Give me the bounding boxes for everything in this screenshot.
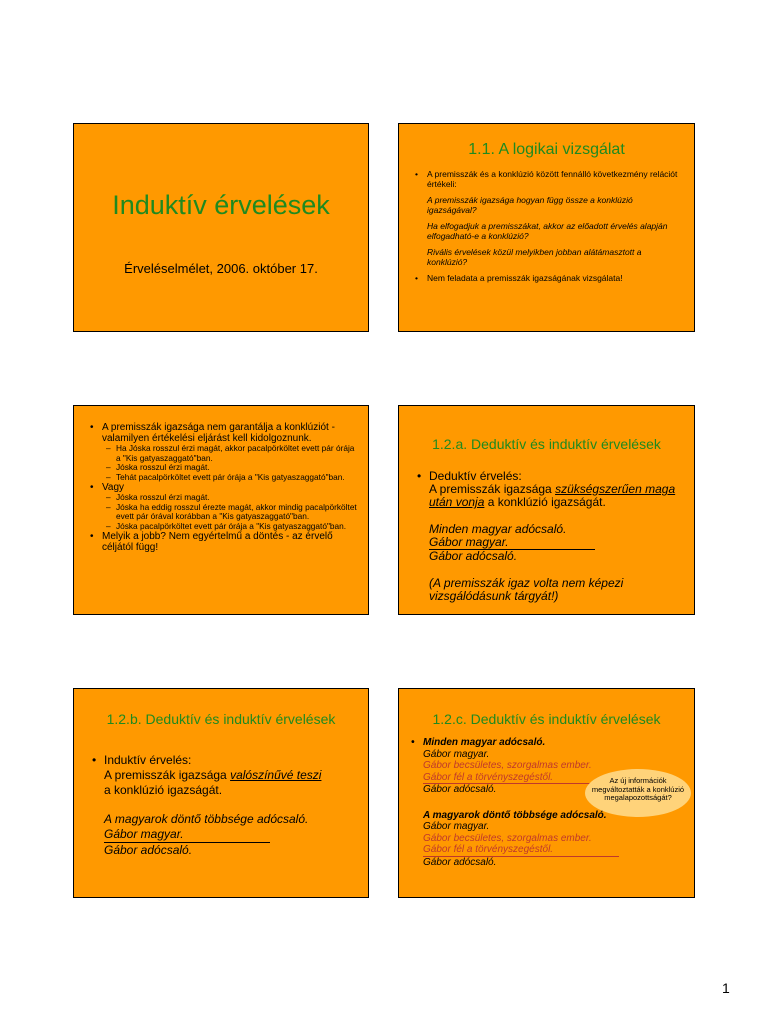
slide-4-example-1: Minden magyar adócsaló. xyxy=(429,522,567,536)
slide-3-sub-4: – Jóska rosszul érzi magát. xyxy=(106,493,358,503)
slide-5 xyxy=(73,688,369,898)
slide-3 xyxy=(73,405,369,615)
slide-6-b1: A magyarok döntő többsége adócsaló. xyxy=(423,809,607,821)
slide-4-example-2: Gábor magyar. xyxy=(429,536,595,550)
slide-5-example-3: Gábor adócsaló. xyxy=(104,843,193,857)
slide-6-b2: Gábor magyar. xyxy=(423,821,490,832)
slide-4-example-3: Gábor adócsaló. xyxy=(429,549,518,563)
slide-6-bubble: Az új információk megváltoztatták a konklúzió megalapozottságát? xyxy=(585,769,691,817)
page-number: 1 xyxy=(722,980,730,996)
slide-5-definition-part-1: A premisszák igazsága xyxy=(104,768,231,782)
slide-5-title: 1.2.b. Deduktív és induktív érvelések xyxy=(106,711,336,727)
slide-2-body xyxy=(399,159,694,283)
slide-6-b5: Gábor adócsaló. xyxy=(423,856,497,868)
slide-6 xyxy=(398,688,695,898)
slide-6-a5: Gábor adócsaló. xyxy=(423,784,497,795)
slide-3-sub-3: – Tehát pacalpörköltet evett pár órája a "Kis gatyaszaggató"ban. xyxy=(106,473,358,483)
slide-3-sub-2: – Jóska rosszul érzi magát. xyxy=(106,463,358,473)
slide-4-title: 1.2.a. Deduktív és induktív érvelések xyxy=(432,436,661,452)
slide-3-bullet-2: • Vagy xyxy=(90,482,358,493)
slide-1 xyxy=(73,123,369,332)
slide-3-sub-5: – Jóska ha eddig rosszul érezte magát, akkor mindig pacalpörköltet evett pár órával korábban a "Kis gatyaszaggató"ban. xyxy=(106,503,358,522)
slide-3-sub-1: – Ha Jóska rosszul érzi magát, akkor pacalpörköltet evett pár órája a "Kis gatyaszaggató"ban. xyxy=(106,444,358,463)
slide-1-subtitle: Érveléselmélet, 2006. október 17. xyxy=(124,261,318,276)
slide-4-definition-part-2: a konklúzió igazságát. xyxy=(484,495,606,509)
slide-2-question-1: A premisszák igazsága hogyan függ össze a konklúzió igazságával? xyxy=(427,195,633,215)
slide-5-definition-emphasis: valószínűvé teszi xyxy=(230,768,322,782)
slide-4-definition-emphasis: szükségszerűen maga után vonja xyxy=(429,482,676,509)
slide-2-bullet-2: • Nem feladata a premisszák igazságának vizsgálata! xyxy=(415,273,682,283)
slide-5-bullet: • Induktív érvelés: xyxy=(92,753,358,768)
slide-5-definition-end: a konklúzió igazságát. xyxy=(104,783,223,797)
slide-6-a1: • Minden magyar adócsaló. xyxy=(411,737,684,749)
slide-3-body xyxy=(74,406,368,553)
slide-6-a4: Gábor fél a törvényszegéstől. xyxy=(423,772,603,785)
slide-4-bullet: • Deduktív érvelés: xyxy=(417,470,684,483)
slide-6-a2: Gábor magyar. xyxy=(423,748,490,760)
slide-6-b4: Gábor fél a törvényszegéstől. xyxy=(423,844,619,857)
slide-6-title: 1.2.c. Deduktív és induktív érvelések xyxy=(432,711,661,727)
slide-2 xyxy=(398,123,695,332)
slide-5-body xyxy=(74,727,368,858)
slide-3-sub-6: – Jóska pacalpörköltet evett pár órája a "Kis gatyaszaggató"ban. xyxy=(106,522,358,532)
slide-2-question-2: Ha elfogadjuk a premisszákat, akkor az előadott érvelés alapján elfogadható-e a konklúzió? xyxy=(427,221,668,241)
slide-2-bullet-1: • A premisszák és a konklúzió között fennálló következmény relációt értékeli: xyxy=(415,169,682,189)
slide-3-bullet-3: • Melyik a jobb? Nem egyértelmű a döntés - az érvelő céljától függ! xyxy=(90,531,358,553)
slide-6-b3: Gábor becsületes, szorgalmas ember. xyxy=(423,832,592,844)
slide-6-a3: Gábor becsületes, szorgalmas ember. xyxy=(423,760,592,771)
slide-4-definition xyxy=(429,483,684,509)
slide-5-example-2: Gábor magyar. xyxy=(104,827,270,843)
slide-5-definition xyxy=(104,768,358,783)
slide-2-title: 1.1. A logikai vizsgálat xyxy=(468,141,625,158)
slide-3-bullet-1: • A premisszák igazsága nem garantálja a konklúziót - valamilyen értékelési eljárást kell kidolgoznunk. xyxy=(90,422,358,444)
slide-5-example-1: A magyarok döntő többsége adócsaló. xyxy=(104,812,309,826)
slide-4 xyxy=(398,405,695,615)
slide-2-question-3: Rivális érvelések közül melyikben jobban alátámasztott a konklúzió? xyxy=(427,247,642,267)
slide-4-body xyxy=(399,452,694,603)
slide-4-definition-part-1: A premisszák igazsága xyxy=(429,482,556,496)
slide-1-title: Induktív érvelések xyxy=(112,190,330,220)
slide-4-note: (A premisszák igaz volta nem képezi vizsgálódásunk tárgyát!) xyxy=(429,576,624,603)
